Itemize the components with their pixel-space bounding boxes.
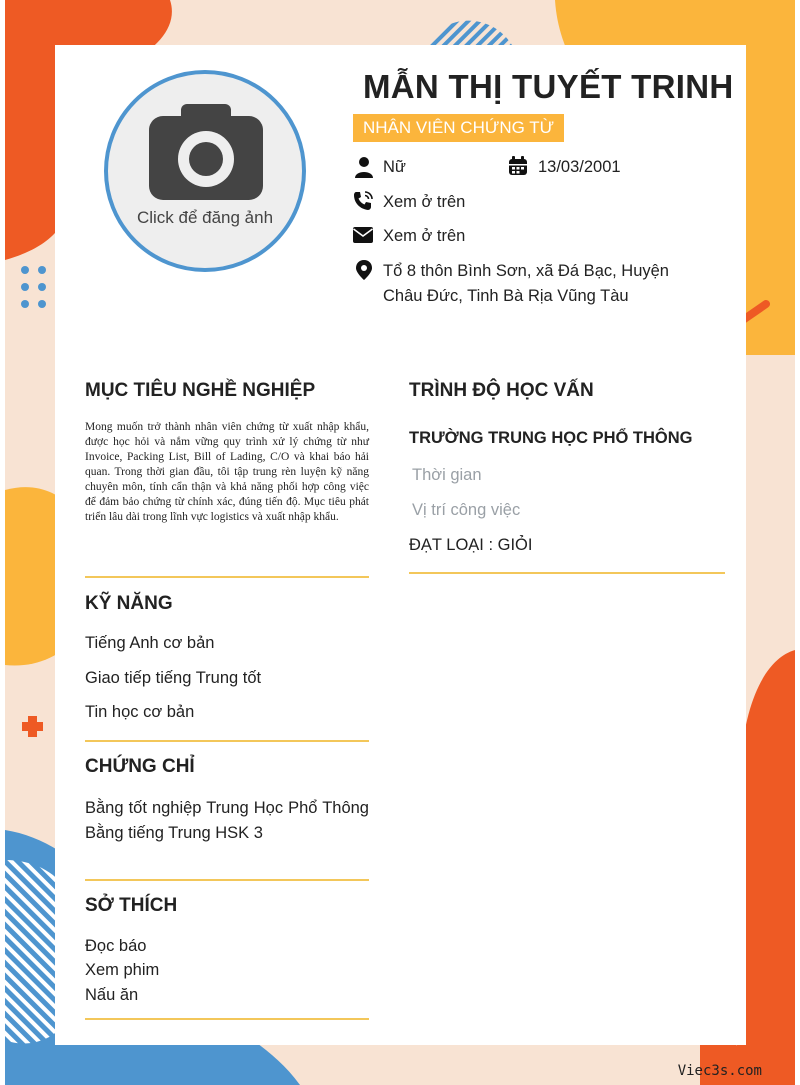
skill-item: Giao tiếp tiếng Trung tốt xyxy=(85,669,262,687)
school-name: TRƯỜNG TRUNG HỌC PHỔ THÔNG xyxy=(409,429,693,447)
skills-heading: KỸ NĂNG xyxy=(85,593,173,614)
objective-text: Mong muốn trở thành nhân viên chứng từ xuất nhập khẩu, được học hỏi và nắm vững quy trình xử lý chứng từ như Invoice, Packing List, Bill of Lading, C/O và khai báo hải quan. Trong thời gian đầu, tôi tập trung rèn luyện kỹ năng chuyên môn, tính cẩn thận và khả năng phối hợp công việc để đảm bảo chứng từ chính xác, đúng tiến độ. Mục tiêu phát triển lâu dài trong lĩnh vực logistics và xuất nhập khẩu. xyxy=(85,421,369,523)
time-placeholder: Thời gian xyxy=(412,466,482,484)
job-title-badge: NHÂN VIÊN CHỨNG TỪ xyxy=(353,114,564,142)
divider xyxy=(85,740,369,742)
watermark: Viec3s.com xyxy=(677,1063,762,1079)
location-pin-icon xyxy=(353,259,375,281)
birthday-value: 13/03/2001 xyxy=(538,158,621,176)
skill-item: Tiếng Anh cơ bản xyxy=(85,634,215,652)
hobby-item: Xem phim xyxy=(85,961,160,979)
photo-caption: Click để đăng ảnh xyxy=(136,208,274,227)
address-line-1: Tổ 8 thôn Bình Sơn, xã Đá Bạc, Huyện xyxy=(383,262,669,280)
divider xyxy=(409,572,725,574)
phone-icon xyxy=(352,190,374,212)
profile-photo-upload[interactable] xyxy=(104,70,306,272)
skill-item: Tin học cơ bản xyxy=(85,703,195,721)
envelope-icon xyxy=(352,224,374,246)
hobbies-heading: SỞ THÍCH xyxy=(85,895,178,916)
divider xyxy=(85,1018,369,1020)
hobby-item: Đọc báo xyxy=(85,937,147,955)
candidate-name: MẪN THỊ TUYẾT TRINH xyxy=(363,68,734,105)
certificates-text: Bằng tốt nghiệp Trung Học Phổ Thông Bằng tiếng Trung HSK 3 xyxy=(85,799,369,842)
position-placeholder: Vị trí công việc xyxy=(412,501,521,519)
education-heading: TRÌNH ĐỘ HỌC VẤN xyxy=(409,380,594,401)
phone-value: Xem ở trên xyxy=(383,193,466,211)
divider xyxy=(85,576,369,578)
gender-value: Nữ xyxy=(383,158,406,176)
objective-heading: MỤC TIÊU NGHỀ NGHIỆP xyxy=(85,380,316,401)
certificates-heading: CHỨNG CHỈ xyxy=(85,756,195,777)
person-icon xyxy=(353,156,375,178)
hobby-item: Nấu ăn xyxy=(85,986,139,1004)
calendar-icon xyxy=(507,155,529,177)
divider xyxy=(85,879,369,881)
email-value: Xem ở trên xyxy=(383,227,466,245)
camera-icon xyxy=(149,102,263,202)
grade-text: ĐẠT LOẠI : GIỎI xyxy=(409,536,533,554)
address-line-2: Châu Đức, Tinh Bà Rịa Vũng Tàu xyxy=(383,287,629,305)
